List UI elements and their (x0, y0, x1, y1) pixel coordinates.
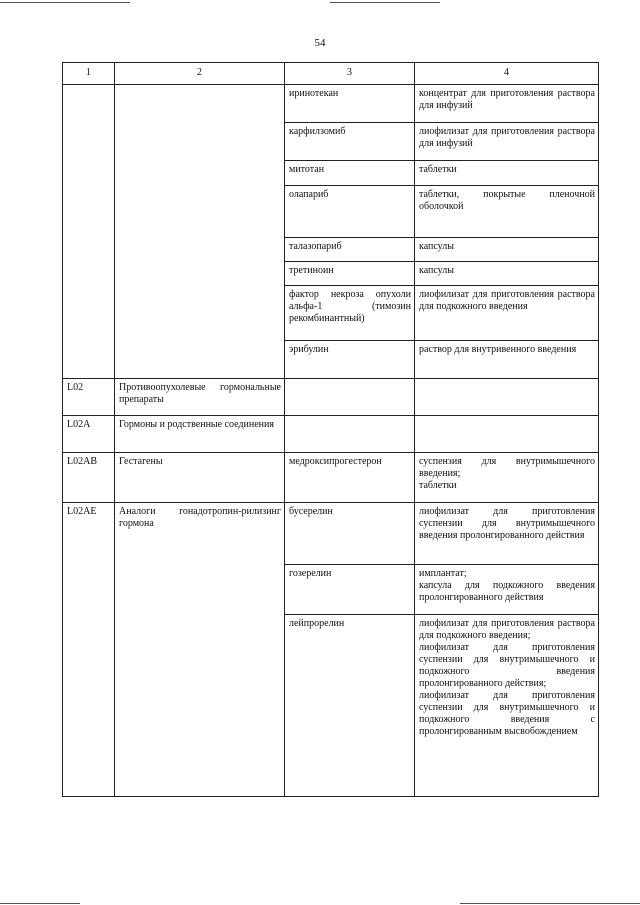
drug-table (62, 62, 599, 797)
dosage-form-cell: таблетки, покрытые пленочной оболочкой (415, 186, 599, 238)
drug-name-cell: талазопариб (285, 238, 415, 262)
column-header: 4 (415, 63, 599, 85)
drug-name-cell: фактор некроза опухоли альфа-1 (тимозин рекомбинантный) (285, 286, 415, 341)
dosage-form-cell: лиофилизат для приготовления раствора для инфузий (415, 123, 599, 161)
table-row (63, 85, 599, 123)
dosage-form-cell (415, 453, 599, 503)
drug-name-cell (285, 379, 415, 416)
dosage-form-text: имплантат; капсула для подкожного введения пролонгированного действия (419, 568, 595, 603)
table-row (63, 379, 599, 416)
dosage-form-cell: капсулы (415, 238, 599, 262)
dosage-form-cell: капсулы (415, 262, 599, 286)
page-number: 54 (314, 37, 326, 49)
group-name-cell: Гормоны и родственные соединения (115, 416, 285, 453)
drug-name-cell: медроксипрогестерон (285, 453, 415, 503)
drug-name-cell: лейпрорелин (285, 615, 415, 797)
dosage-form-cell (415, 379, 599, 416)
table-row (63, 416, 599, 453)
table-row (63, 453, 599, 503)
group-name-cell: Противоопухолевые гормональные препараты (115, 379, 285, 416)
scan-artifact-bottom-left (0, 903, 80, 904)
dosage-form-cell: лиофилизат для приготовления раствора для подкожного введения (415, 286, 599, 341)
dosage-form-cell (415, 416, 599, 453)
dosage-form-cell: лиофилизат для приготовления суспензии для внутримышечного введения пролонгированного действия (415, 503, 599, 565)
column-header: 2 (115, 63, 285, 85)
group-name-cell: Гестагены (115, 453, 285, 503)
dosage-form-cell (415, 615, 599, 797)
drug-name-cell: третиноин (285, 262, 415, 286)
group-name-cell (115, 85, 285, 379)
drug-name-cell: иринотекан (285, 85, 415, 123)
dosage-form-cell: раствор для внутривенного введения (415, 341, 599, 379)
drug-name-cell: олапариб (285, 186, 415, 238)
atc-code-cell: L02AB (63, 453, 115, 503)
atc-code-cell: L02 (63, 379, 115, 416)
group-name-cell: Аналоги гонадотропин-рилизинг гормона (115, 503, 285, 797)
scan-artifact-top-right (330, 2, 440, 3)
column-header: 3 (285, 63, 415, 85)
drug-name-cell: митотан (285, 161, 415, 186)
dosage-form-cell: таблетки (415, 161, 599, 186)
scan-artifact-bottom-right (460, 903, 640, 904)
drug-name-cell: бусерелин (285, 503, 415, 565)
dosage-form-cell: концентрат для приготовления раствора для инфузий (415, 85, 599, 123)
dosage-form-cell (415, 565, 599, 615)
atc-code-cell: L02AE (63, 503, 115, 797)
drug-name-cell: гозерелин (285, 565, 415, 615)
drug-name-cell (285, 416, 415, 453)
atc-code-cell (63, 85, 115, 379)
scan-artifact-top-left (0, 2, 130, 3)
dosage-form-text: лиофилизат для приготовления раствора для подкожного введения; лиофилизат для приготовления суспензии для внутримышечного и подкожного введения пролонгированного действия; лиофилизат для приготовления суспензии для внутримышечного и подкожного введения с пролонгированным высвобождением (419, 618, 595, 737)
atc-code-cell: L02A (63, 416, 115, 453)
drug-name-cell: карфилзомиб (285, 123, 415, 161)
column-header: 1 (63, 63, 115, 85)
table-row (63, 503, 599, 565)
dosage-form-text: суспензия для внутримышечного введения; таблетки (419, 456, 595, 491)
drug-name-cell: эрибулин (285, 341, 415, 379)
table-header-row (63, 63, 599, 85)
